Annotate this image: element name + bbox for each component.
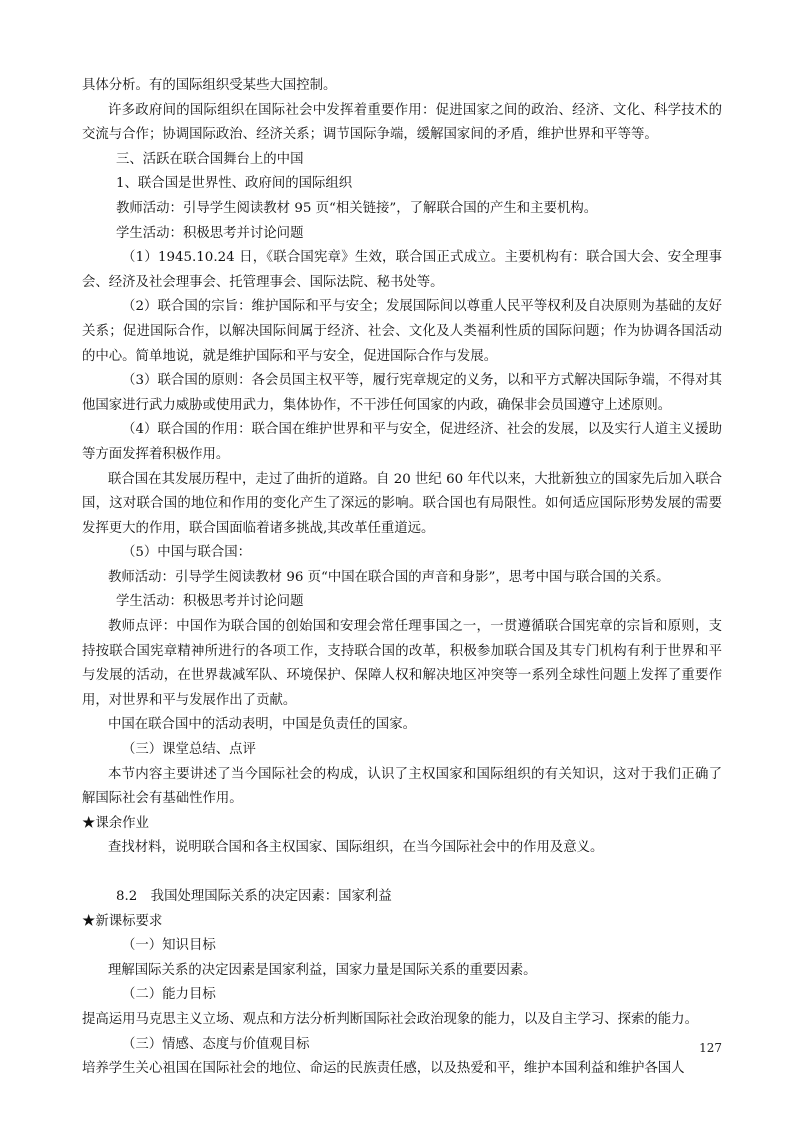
list-item-4-roles: （4）联合国的作用：联合国在维护世界和平与安全，促进经济、社会的发展，以及实行人道主义援助等方面发挥着积极作用。	[82, 422, 722, 462]
page-number: 127	[699, 1041, 722, 1055]
subheading-un-intro: 1、联合国是世界性、政府间的国际组织	[116, 176, 353, 192]
teacher-activity-2: 教师活动：引导学生阅读教材 96 页“中国在联合国的声音和身影”，思考中国与联合国的关系。	[108, 569, 670, 585]
teacher-activity-1: 教师活动：引导学生阅读教材 95 页“相关链接”，了解联合国的产生和主要机构。	[116, 200, 598, 216]
student-activity-1: 学生活动：积极思考并讨论问题	[116, 225, 304, 241]
heading-homework: ★课余作业	[82, 815, 149, 831]
paragraph-intl-org-roles: 许多政府间的国际组织在国际社会中发挥着重要作用：促进国家之间的政治、经济、文化、科学技术的交流与合作；协调国际政治、经济关系；调节国际争端，缓解国家间的矛盾，维护世界和平等等。	[82, 102, 722, 143]
paragraph-emotion-goal: 培养学生关心祖国在国际社会的地位、命运的民族责任感，以及热爱和平，维护本国利益和维护各国人	[82, 1061, 685, 1077]
paragraph-summary: 本节内容主要讲述了当今国际社会的构成，认识了主权国家和国际组织的有关知识，这对于我们正确了解国际社会有基础性作用。	[82, 766, 722, 807]
paragraph-china-responsible: 中国在联合国中的活动表明，中国是负责任的国家。	[108, 717, 416, 733]
list-item-5-china-un: （5）中国与联合国：	[122, 545, 252, 561]
section-gap	[82, 861, 722, 885]
list-item-1-founding: （1）1945.10.24 日，《联合国宪章》生效，联合国正式成立。主要机构有：联合国大会、安全理事会、经济及社会理事会、托管理事会、国际法院、秘书处等。	[82, 250, 722, 290]
paragraph-ability-goal: 提高运用马克思主义立场、观点和方法分析判断国际社会政治现象的能力，以及自主学习、探索的能力。	[82, 1011, 698, 1027]
list-item-3-principles: （3）联合国的原则：各会员国主权平等，履行宪章规定的义务，以和平方式解决国际争端，不得对其他国家进行武力威胁或使用武力，集体协作，不干涉任何国家的内政，确保非会员国遵守上述原则。	[82, 373, 722, 413]
subheading-emotion-goal: （三）情感、态度与价值观目标	[122, 1036, 310, 1052]
subheading-knowledge-goal: （一）知识目标	[122, 938, 216, 954]
student-activity-2: 学生活动：积极思考并讨论问题	[116, 594, 304, 610]
list-item-2-purposes: （2）联合国的宗旨：维护国际和平与安全；发展国际间以尊重人民平等权利及自决原则为基础的友好关系；促进国际合作，以解决国际间属于经济、社会、文化及人类福利性质的国际问题；作为协调各国活动的中心。简单地说，就是维护国际和平与安全，促进国际合作与发展。	[82, 299, 722, 364]
subheading-ability-goal: （二）能力目标	[122, 987, 216, 1003]
body-text	[82, 74, 722, 1082]
paragraph-homework: 查找材料，说明联合国和各主权国家、国际组织，在当今国际社会中的作用及意义。	[108, 840, 604, 856]
heading-curriculum-requirements: ★新课标要求	[82, 913, 163, 929]
section-heading-china-in-un: 三、活跃在联合国舞台上的中国	[116, 151, 304, 167]
subheading-class-summary: （三）课堂总结、点评	[122, 742, 256, 758]
paragraph-un-history: 联合国在其发展历程中，走过了曲折的道路。自 20 世纪 60 年代以来，大批新独立的国家先后加入联合国，这对联合国的地位和作用的变化产生了深远的影响。联合国也有局限性。如何适应国际形势发展的需要发挥更大的作用，联合国面临着诸多挑战,其改革任重道远。	[82, 471, 722, 536]
paragraph-knowledge-goal: 理解国际关系的决定因素是国家利益，国家力量是国际关系的重要因素。	[108, 962, 537, 978]
section-title-8-2: 8.2 我国处理国际关系的决定因素：国家利益	[116, 889, 392, 904]
teacher-comment: 教师点评：中国作为联合国的创始国和安理会常任理事国之一，一贯遵循联合国宪章的宗旨和原则，支持按联合国宪章精神所进行的各项工作，支持联合国的改革，积极参加联合国及其专门机构有利于世界和平与发展的活动，在世界裁减军队、环境保护、保障人权和解决地区冲突等一系列全球性问题上发挥了重要作用，对世界和平与发展作出了贡献。	[82, 619, 722, 708]
paragraph-continuation: 具体分析。有的国际组织受某些大国控制。	[82, 78, 337, 93]
